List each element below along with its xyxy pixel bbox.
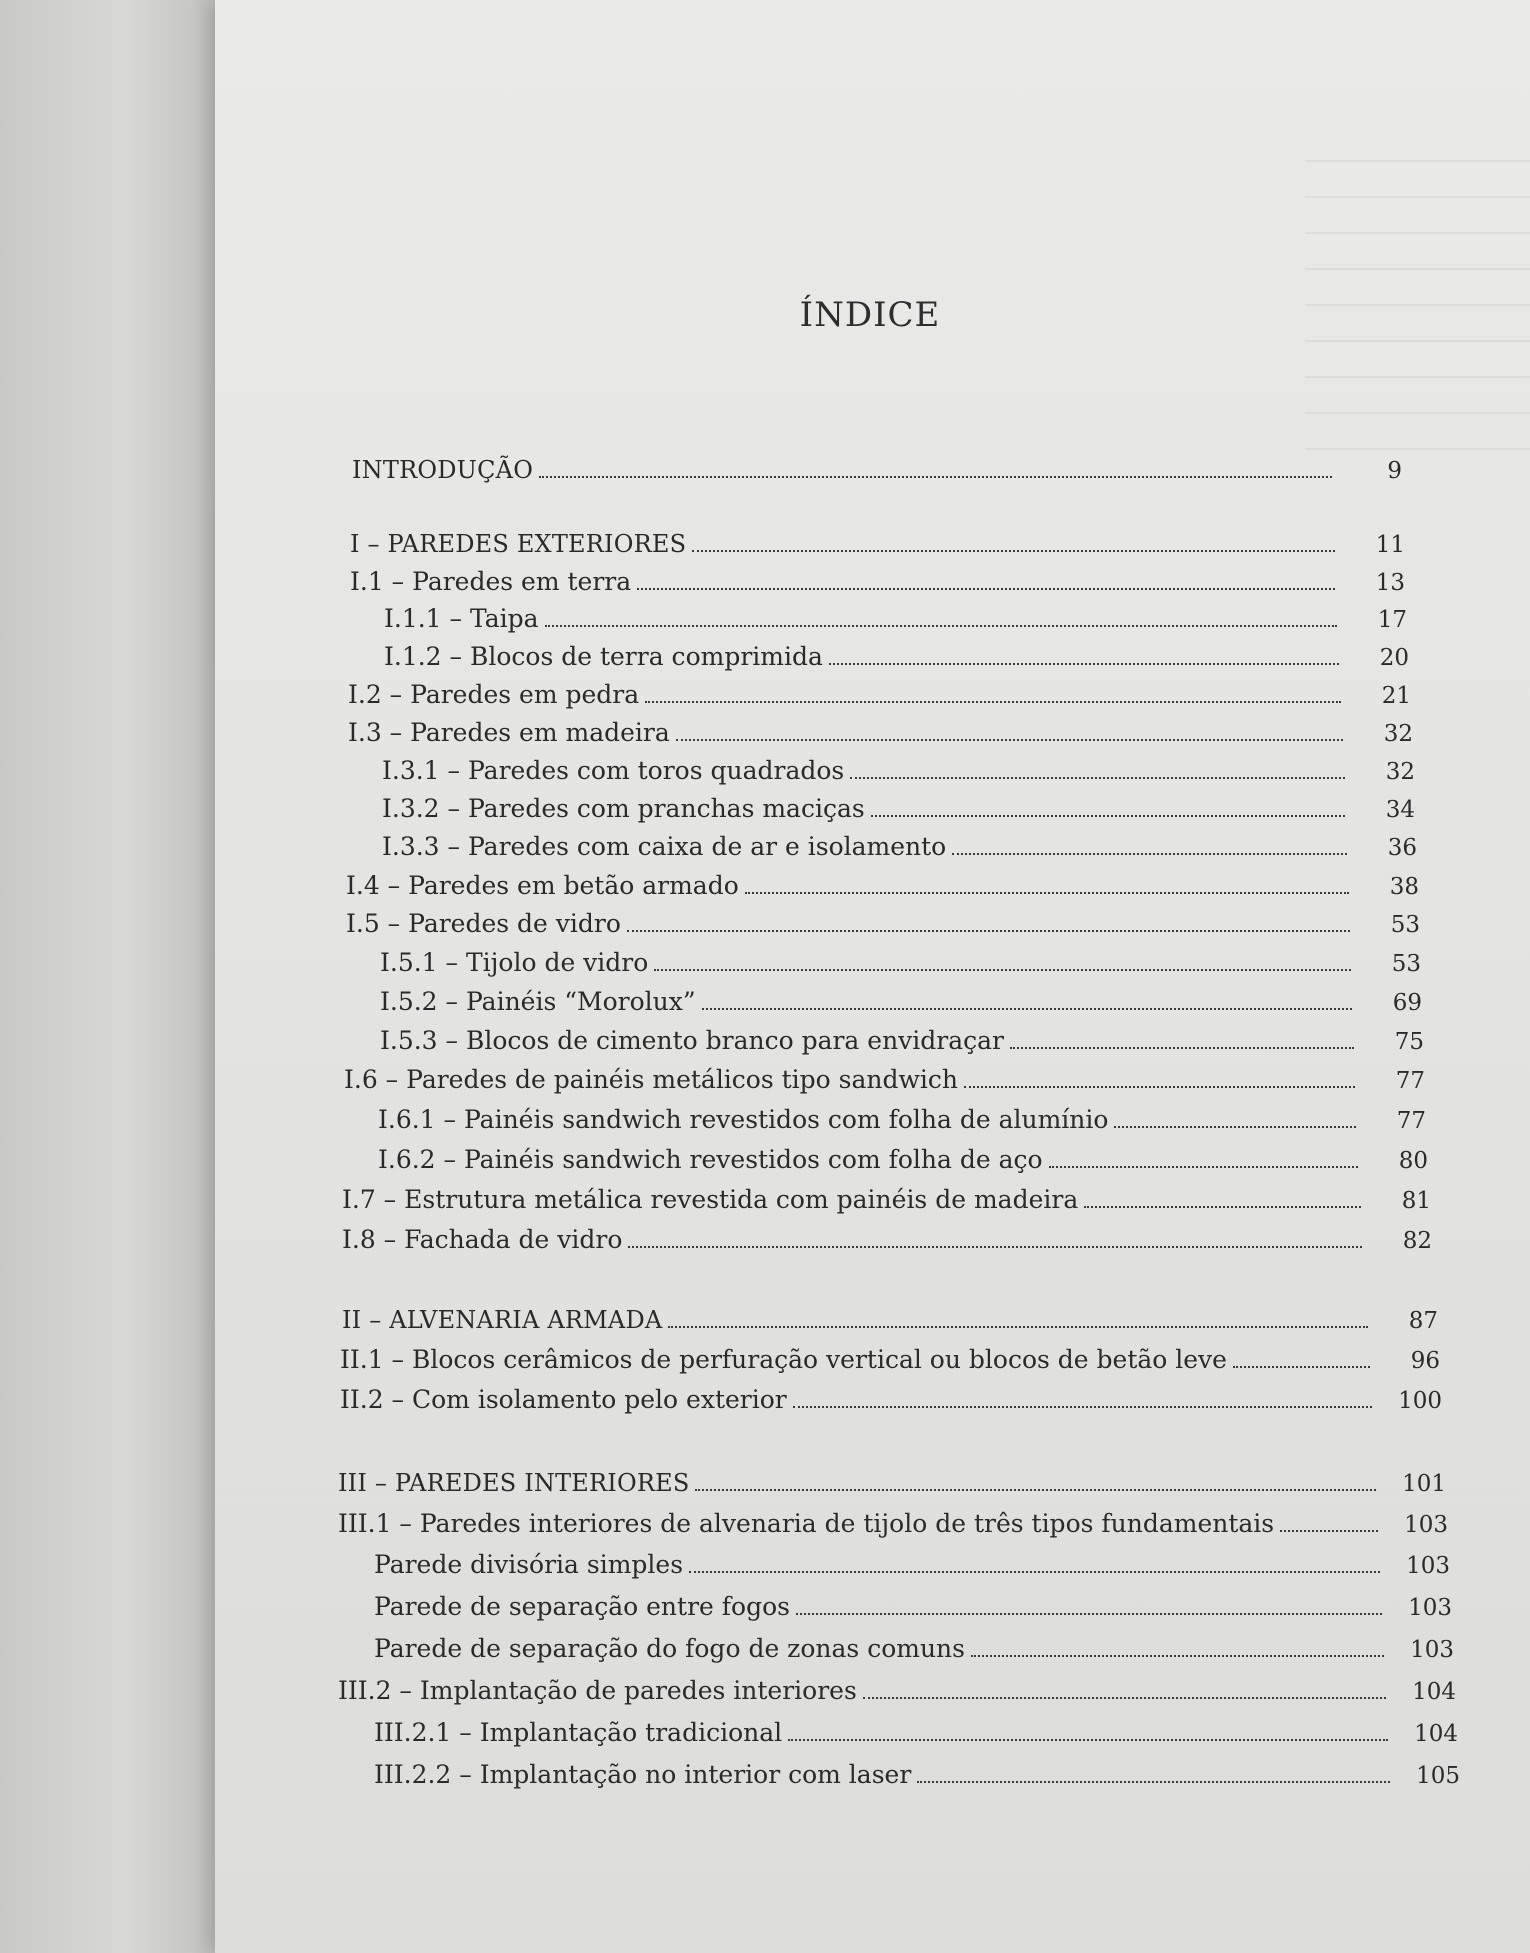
toc-entry <box>348 718 1413 749</box>
toc-entry-label: I.7 – Estrutura metálica revestida com painéis de madeira <box>342 1185 1079 1214</box>
toc-entry-page: 81 <box>1401 1188 1431 1214</box>
toc-entry-page: 32 <box>1383 721 1413 747</box>
leader-dots <box>1049 1166 1358 1168</box>
toc-entry-label: III.2 – Implantação de paredes interiores <box>338 1676 857 1705</box>
toc-entry-page: 104 <box>1414 1721 1458 1747</box>
toc-entry-page: 34 <box>1385 797 1415 823</box>
toc-entry <box>382 756 1415 787</box>
leader-dots <box>788 1739 1388 1741</box>
leader-dots <box>702 1008 1352 1010</box>
toc-entry <box>380 987 1422 1018</box>
leader-dots <box>627 930 1350 932</box>
leader-dots <box>829 663 1339 665</box>
toc-entry <box>350 567 1405 598</box>
toc-entry-part-iii <box>338 1468 1446 1499</box>
toc-entry-label: I.1 – Paredes em terra <box>350 567 632 596</box>
toc-entry-label: INTRODUÇÃO <box>352 456 534 484</box>
toc-entry <box>338 1509 1448 1540</box>
toc-entry-label: Parede divisória simples <box>374 1550 684 1579</box>
toc-entry-page: 20 <box>1379 645 1409 671</box>
toc-entry <box>346 909 1420 940</box>
toc-entry-label: I.6 – Paredes de painéis metálicos tipo sandwich <box>344 1065 959 1094</box>
toc-entry <box>348 680 1411 711</box>
toc-entry-label: I.6.1 – Painéis sandwich revestidos com folha de alumínio <box>378 1105 1109 1134</box>
toc-entry-page: 17 <box>1377 607 1407 633</box>
toc-entry-label: I.6.2 – Painéis sandwich revestidos com folha de aço <box>378 1145 1043 1174</box>
toc-entry <box>378 1145 1428 1176</box>
leader-dots <box>689 1571 1380 1573</box>
toc-entry <box>378 1105 1426 1136</box>
leader-dots <box>654 969 1351 971</box>
toc-entry-page: 53 <box>1391 951 1421 977</box>
toc-entry-page: 21 <box>1381 683 1411 709</box>
toc-entry-page: 87 <box>1408 1308 1438 1334</box>
leader-dots <box>745 892 1349 894</box>
leader-dots <box>871 815 1345 817</box>
toc-entry-label: I.8 – Fachada de vidro <box>342 1225 623 1254</box>
toc-entry-page: 77 <box>1395 1068 1425 1094</box>
toc-entry-introducao <box>352 455 1402 486</box>
toc-entry-label: III – PAREDES INTERIORES <box>338 1469 690 1497</box>
toc-entry-page: 75 <box>1394 1029 1424 1055</box>
toc-entry-label: I – PAREDES EXTERIORES <box>350 530 687 558</box>
leader-dots <box>695 1489 1376 1491</box>
toc-entry-page: 96 <box>1410 1348 1440 1374</box>
toc-entry-label: I.5.2 – Painéis “Morolux” <box>380 987 696 1016</box>
toc-entry-label: III.1 – Paredes interiores de alvenaria de tijolo de três tipos fundamentais <box>338 1509 1275 1538</box>
leader-dots <box>796 1613 1382 1615</box>
toc-entry <box>374 1592 1452 1623</box>
leader-dots <box>1084 1206 1361 1208</box>
toc-entry-page: 13 <box>1375 570 1405 596</box>
toc-entry-label: I.4 – Paredes em betão armado <box>346 871 739 900</box>
leader-dots <box>952 853 1347 855</box>
leader-dots <box>964 1086 1355 1088</box>
toc-entry <box>382 794 1415 825</box>
leader-dots <box>793 1406 1372 1408</box>
toc-entry-label: I.2 – Paredes em pedra <box>348 680 640 709</box>
leader-dots <box>628 1246 1362 1248</box>
toc-entry-page: 103 <box>1410 1637 1454 1663</box>
toc-entry-page: 103 <box>1406 1553 1450 1579</box>
leader-dots <box>637 588 1335 590</box>
toc-entry-label: III.2.2 – Implantação no interior com laser <box>374 1760 912 1789</box>
toc-entry-part-ii <box>342 1305 1438 1336</box>
toc-entry-label: I.1.2 – Blocos de terra comprimida <box>384 642 823 671</box>
leader-dots <box>1233 1366 1370 1368</box>
toc-entry-label: I.3 – Paredes em madeira <box>348 718 670 747</box>
toc-entry-page: 103 <box>1408 1595 1452 1621</box>
toc-entry-page: 100 <box>1398 1388 1442 1414</box>
leader-dots <box>692 550 1335 552</box>
toc-entry <box>374 1760 1460 1791</box>
toc-entry-label: I.1.1 – Taipa <box>384 604 539 633</box>
toc-entry-label: I.3.1 – Paredes com toros quadrados <box>382 756 845 785</box>
toc-entry-page: 53 <box>1390 912 1420 938</box>
toc-entry <box>340 1385 1442 1416</box>
toc-entry-label: III.2.1 – Implantação tradicional <box>374 1718 783 1747</box>
leader-dots <box>539 476 1332 478</box>
toc-entry-label: II.1 – Blocos cerâmicos de perfuração vertical ou blocos de betão leve <box>340 1345 1227 1374</box>
leader-dots <box>1280 1530 1378 1532</box>
toc-entry-page: 105 <box>1416 1763 1460 1789</box>
toc-entry-label: II – ALVENARIA ARMADA <box>342 1306 663 1334</box>
leader-dots <box>863 1697 1386 1699</box>
toc-entry-label: I.3.2 – Paredes com pranchas maciças <box>382 794 865 823</box>
leader-dots <box>545 625 1337 627</box>
toc-entry-label: Parede de separação entre fogos <box>374 1592 790 1621</box>
toc-entry <box>384 642 1409 673</box>
toc-entry <box>344 1065 1425 1096</box>
toc-entry <box>374 1550 1450 1581</box>
toc-entry-label: I.5 – Paredes de vidro <box>346 909 621 938</box>
leader-dots <box>645 701 1341 703</box>
toc-entry-page: 38 <box>1389 874 1419 900</box>
toc-entry-page: 80 <box>1398 1148 1428 1174</box>
toc-entry <box>340 1345 1440 1376</box>
toc-entry-label: I.3.3 – Paredes com caixa de ar e isolamento <box>382 832 947 861</box>
toc-entry <box>338 1676 1456 1707</box>
toc-entry-page: 101 <box>1402 1471 1446 1497</box>
toc-entry <box>380 948 1421 979</box>
leader-dots <box>1114 1126 1356 1128</box>
toc-entry-label: I.5.1 – Tijolo de vidro <box>380 948 649 977</box>
toc-entry <box>384 604 1407 635</box>
leader-dots <box>1010 1047 1354 1049</box>
toc-entry <box>346 871 1419 902</box>
leader-dots <box>971 1655 1384 1657</box>
toc-entry-page: 104 <box>1412 1679 1456 1705</box>
leader-dots <box>850 777 1345 779</box>
page-title: ÍNDICE <box>799 295 941 335</box>
toc-entry-page: 77 <box>1396 1108 1426 1134</box>
toc-entry-page: 103 <box>1404 1512 1448 1538</box>
toc-entry-label: I.5.3 – Blocos de cimento branco para envidraçar <box>380 1026 1005 1055</box>
leader-dots <box>676 739 1343 741</box>
toc-entry-part-i <box>350 529 1405 560</box>
toc-entry <box>374 1718 1458 1749</box>
toc-entry <box>374 1634 1454 1665</box>
toc-entry <box>382 832 1417 863</box>
leader-dots <box>917 1781 1390 1783</box>
toc-entry-page: 32 <box>1385 759 1415 785</box>
toc-entry-page: 69 <box>1392 990 1422 1016</box>
toc-entry-page: 9 <box>1387 458 1402 484</box>
toc-entry <box>380 1026 1424 1057</box>
toc-entry-page: 82 <box>1402 1228 1432 1254</box>
toc-entry <box>342 1185 1431 1216</box>
toc-entry-label: II.2 – Com isolamento pelo exterior <box>340 1385 787 1414</box>
toc-entry-label: Parede de separação do fogo de zonas comuns <box>374 1634 965 1663</box>
toc-entry-page: 36 <box>1387 835 1417 861</box>
leader-dots <box>668 1326 1368 1328</box>
toc-entry-page: 11 <box>1375 532 1405 558</box>
toc-entry <box>342 1225 1432 1256</box>
